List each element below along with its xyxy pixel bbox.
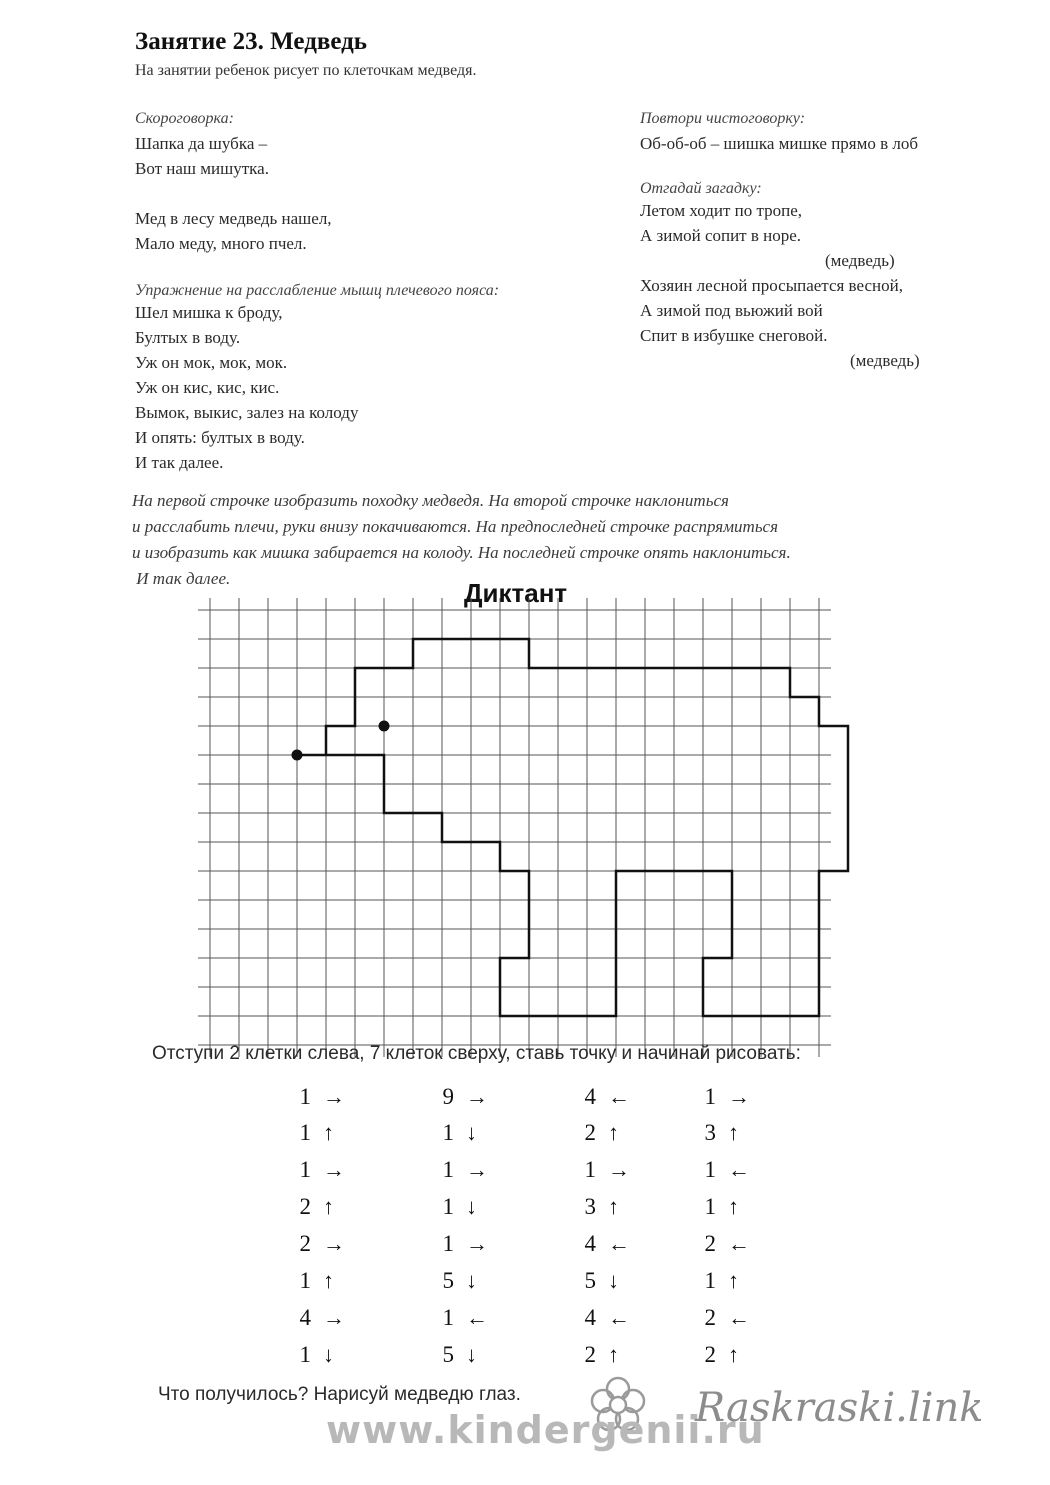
- exercise-line: Бултых в воду.: [135, 328, 241, 347]
- arrow-up-icon: ↑: [608, 1194, 619, 1219]
- command-count: 4: [584, 1231, 596, 1256]
- riddle-line: А зимой под вьюжий вой: [640, 301, 823, 320]
- arrow-up-icon: ↑: [728, 1194, 739, 1219]
- page-title: Занятие 23. Медведь: [135, 28, 367, 55]
- command-count: 1: [299, 1157, 311, 1182]
- arrow-right-icon: →: [608, 1157, 630, 1182]
- command-item: [690, 1303, 760, 1333]
- command-item: [428, 1118, 498, 1148]
- command-count: 1: [442, 1231, 454, 1256]
- dictation-start-instruction: Отступи 2 клетки слева, 7 клеток сверху, ставь точку и начинай рисовать:: [152, 1043, 801, 1064]
- arrow-down-icon: ↓: [323, 1342, 334, 1367]
- exercise-line: И так далее.: [135, 453, 224, 472]
- command-item: [285, 1229, 355, 1259]
- watermark-site: www.kindergenii.ru: [326, 1408, 765, 1452]
- command-count: 3: [584, 1194, 596, 1219]
- command-count: 1: [704, 1157, 716, 1182]
- command-count: 1: [299, 1120, 311, 1145]
- command-item: [285, 1303, 355, 1333]
- arrow-left-icon: ←: [608, 1084, 630, 1109]
- command-count: 2: [704, 1342, 716, 1367]
- tongue-twister-line: Мед в лесу медведь нашел,: [135, 209, 332, 228]
- arrow-down-icon: ↓: [466, 1268, 477, 1293]
- arrow-left-icon: ←: [728, 1231, 750, 1256]
- exercise-line: Уж он кис, кис, кис.: [135, 378, 280, 397]
- command-item: [570, 1192, 640, 1222]
- final-question: Что получилось? Нарисуй медведю глаз.: [158, 1384, 521, 1405]
- exercise-line: Шел мишка к броду,: [135, 303, 283, 322]
- command-item: [428, 1340, 498, 1370]
- command-count: 1: [442, 1157, 454, 1182]
- command-item: [570, 1082, 640, 1112]
- dictation-title: Диктант: [464, 578, 568, 608]
- tongue-twister-line: Вот наш мишутка.: [135, 159, 269, 178]
- arrow-up-icon: ↑: [323, 1120, 334, 1145]
- command-item: [690, 1229, 760, 1259]
- command-count: 2: [704, 1231, 716, 1256]
- command-count: 1: [704, 1194, 716, 1219]
- arrow-down-icon: ↓: [608, 1268, 619, 1293]
- command-item: [690, 1155, 760, 1185]
- command-item: [428, 1155, 498, 1185]
- exercise-line: И опять: бултых в воду.: [135, 428, 305, 447]
- arrow-down-icon: ↓: [466, 1194, 477, 1219]
- riddle-line: Хозяин лесной просыпается весной,: [640, 276, 903, 295]
- instruction-line: И так далее.: [132, 569, 231, 588]
- arrow-right-icon: →: [466, 1157, 488, 1182]
- arrow-right-icon: →: [323, 1305, 345, 1330]
- command-count: 1: [704, 1084, 716, 1109]
- command-item: [570, 1118, 640, 1148]
- riddle-label: Отгадай загадку:: [640, 180, 762, 197]
- start-dot: [292, 750, 303, 761]
- riddle-line: Летом ходит по тропе,: [640, 201, 803, 220]
- command-count: 1: [442, 1120, 454, 1145]
- arrow-up-icon: ↑: [323, 1268, 334, 1293]
- repeat-line: Об-об-об – шишка мишке прямо в лоб: [640, 134, 919, 153]
- tongue-twister-label: Скороговорка:: [135, 110, 234, 127]
- arrow-right-icon: →: [466, 1231, 488, 1256]
- command-item: [285, 1155, 355, 1185]
- command-count: 4: [584, 1305, 596, 1330]
- command-item: [570, 1155, 640, 1185]
- arrow-right-icon: →: [466, 1084, 488, 1109]
- command-item: [570, 1229, 640, 1259]
- command-count: 4: [299, 1305, 311, 1330]
- command-item: [690, 1118, 760, 1148]
- arrow-down-icon: ↓: [466, 1342, 477, 1367]
- bear-outline: [297, 639, 848, 1016]
- arrow-left-icon: ←: [608, 1305, 630, 1330]
- arrow-up-icon: ↑: [608, 1342, 619, 1367]
- arrow-right-icon: →: [323, 1157, 345, 1182]
- arrow-up-icon: ↑: [728, 1120, 739, 1145]
- riddle-answer: (медведь): [850, 351, 920, 370]
- command-count: 2: [584, 1342, 596, 1367]
- arrow-right-icon: →: [323, 1231, 345, 1256]
- command-item: [690, 1340, 760, 1370]
- command-item: [570, 1266, 640, 1296]
- command-count: 1: [442, 1305, 454, 1330]
- command-item: [428, 1192, 498, 1222]
- command-count: 1: [584, 1157, 596, 1182]
- arrow-up-icon: ↑: [728, 1342, 739, 1367]
- arrow-left-icon: ←: [728, 1305, 750, 1330]
- command-item: [285, 1082, 355, 1112]
- arrow-left-icon: ←: [728, 1157, 750, 1182]
- command-count: 2: [299, 1231, 311, 1256]
- command-item: [428, 1266, 498, 1296]
- instruction-line: и расслабить плечи, руки внизу покачиваются. На предпоследней строчке распрямиться: [132, 517, 779, 536]
- exercise-line: Уж он мок, мок, мок.: [135, 353, 288, 372]
- tongue-twister-line: Шапка да шубка –: [135, 134, 268, 153]
- command-item: [285, 1340, 355, 1370]
- command-item: [690, 1192, 760, 1222]
- riddle-line: Спит в избушке снеговой.: [640, 326, 828, 345]
- tongue-twister-line: Мало меду, много пчел.: [135, 234, 307, 253]
- instruction-line: На первой строчке изобразить походку медведя. На второй строчке наклониться: [132, 491, 729, 510]
- command-count: 2: [704, 1305, 716, 1330]
- command-count: 1: [704, 1268, 716, 1293]
- command-count: 5: [584, 1268, 596, 1293]
- command-item: [285, 1118, 355, 1148]
- command-count: 2: [299, 1194, 311, 1219]
- command-item: [690, 1266, 760, 1296]
- arrow-up-icon: ↑: [608, 1120, 619, 1145]
- instruction-line: и изобразить как мишка забирается на колоду. На последней строчке опять наклониться.: [132, 543, 791, 562]
- command-count: 1: [299, 1342, 311, 1367]
- command-count: 1: [299, 1084, 311, 1109]
- command-count: 3: [704, 1120, 716, 1145]
- arrow-left-icon: ←: [608, 1231, 630, 1256]
- command-item: [285, 1192, 355, 1222]
- command-item: [570, 1303, 640, 1333]
- arrow-up-icon: ↑: [323, 1194, 334, 1219]
- command-count: 5: [442, 1342, 454, 1367]
- command-item: [285, 1266, 355, 1296]
- arrow-right-icon: →: [323, 1084, 345, 1109]
- bear-eye-dot: [379, 721, 390, 732]
- page-subtitle: На занятии ребенок рисует по клеточкам медведя.: [135, 62, 477, 79]
- command-count: 1: [299, 1268, 311, 1293]
- arrow-right-icon: →: [728, 1084, 750, 1109]
- command-item: [428, 1229, 498, 1259]
- arrow-left-icon: ←: [466, 1305, 488, 1330]
- command-item: [570, 1340, 640, 1370]
- command-count: 5: [442, 1268, 454, 1293]
- command-item: [428, 1082, 498, 1112]
- exercise-line: Вымок, выкис, залез на колоду: [135, 403, 359, 422]
- command-item: [428, 1303, 498, 1333]
- command-item: [690, 1082, 760, 1112]
- watermark-site: Raskraski.link: [695, 1385, 984, 1431]
- exercise-label: Упражнение на расслабление мышц плечевого пояса:: [135, 282, 500, 299]
- riddle-answer: (медведь): [825, 251, 895, 270]
- command-count: 4: [584, 1084, 596, 1109]
- riddle-line: А зимой сопит в норе.: [640, 226, 802, 245]
- repeat-label: Повтори чистоговорку:: [640, 110, 806, 127]
- command-count: 9: [442, 1084, 454, 1109]
- arrow-down-icon: ↓: [466, 1120, 477, 1145]
- command-count: 1: [442, 1194, 454, 1219]
- arrow-up-icon: ↑: [728, 1268, 739, 1293]
- command-count: 2: [584, 1120, 596, 1145]
